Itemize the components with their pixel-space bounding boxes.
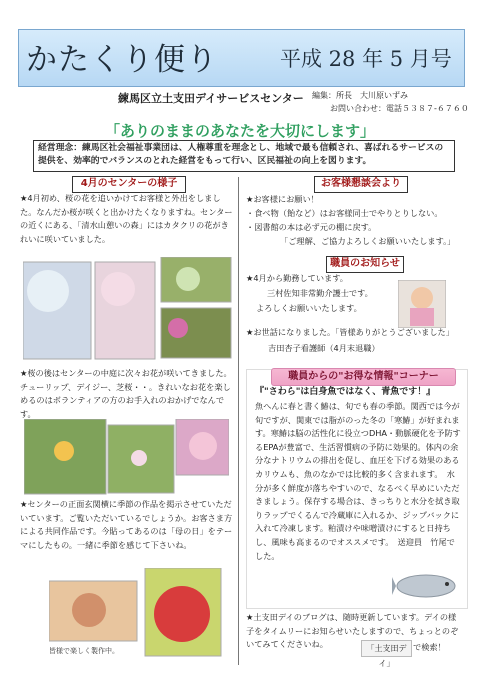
left-paragraph-1: ★4月初め、桜の花を追いかけてお客様と外出をしました。なんだか桜が咲くと出かけたくなりますね。センターの近くにある、「清水山憩いの森」にはカタクリの花がきれいに咲いていました。 xyxy=(20,193,233,244)
blog-notice: ★土支田デイのブログは、随時更新しています。デイの様子をタイムリーにお知らせいたしますので、ちょっとのぞいてみてくださいね。 xyxy=(246,612,459,650)
staff-section-title: 職員のお知らせ xyxy=(326,256,404,273)
farewell-line-2: 吉田杏子看護師（4月末退職） xyxy=(268,343,380,353)
spring-photo-collage xyxy=(23,257,233,363)
search-suffix: で検索！ xyxy=(413,642,446,652)
meeting-line-3: ・図書館の本は必ず元の棚に戻す。 xyxy=(246,222,377,232)
contact: お問い合わせ：電話５３８７-６７６０ xyxy=(330,104,469,113)
search-keyword-chip: 「土支田デイ」 xyxy=(361,640,412,657)
staff-line-1: ★4月から勤務しています。 xyxy=(246,273,348,283)
photo-caption: 皆様で楽しく製作中。 xyxy=(49,647,119,655)
meeting-line-2: ・食べ物（飴など）はお客様同士でやりとりしない。 xyxy=(246,208,443,218)
info-headline: 『"さわら"は白身魚ではなく、青魚です！』 xyxy=(255,387,436,397)
staff-line-2: 三村佐知非常勤介護士です。 xyxy=(267,288,373,298)
slogan: 「ありのままのあなたを大切にします」 xyxy=(104,122,375,140)
issue-date: 平成 28 年 5 月号 xyxy=(280,47,452,71)
left-paragraph-2: ★桜の後はセンターの中庭に次々お花が咲いてきました。チューリップ、デイジー、芝桜・・。きれいなお花を楽しめるのはボランティアの方のお手入れのおかげでなんです。 xyxy=(20,368,232,419)
editor: 編集：所長 大川原いずみ xyxy=(312,91,408,100)
center-name: 練馬区立土支田デイサービスセンター xyxy=(118,92,304,105)
farewell-line-1: ★お世話になりました。「皆様ありがとうございました」 xyxy=(246,327,454,337)
info-body: 魚へんに春と書く鰆は、旬でも春の季節。関西では今が旬ですが、関東では脂がのった冬の「寒鰆」が好まれます。寒鰆は脳の活性化に役立つDHA・動脈硬化を予防するEPAが豊富で、生活習慣病の予防に効果的。体内の余分なナトリウムの排出を促し、血圧を下げる効果のあるカリウムも、魚のなかでは比較的多く含まれます。 水分が多く鮮度が落ちやすいので、なるべく早めにいただきましょう。保存する場合は、きっちりと水分を拭き取りラップでくるんで冷蔵庫に入れるか、ジップバックに入れて冷凍します。粕漬けや味噌漬けにすると日持ちし、風味も高まるのでオススメです。 送迎員 竹尾でした。 xyxy=(255,401,461,561)
garden-photo-collage xyxy=(24,419,229,497)
page-title: かたくり便り xyxy=(26,42,218,78)
column-divider xyxy=(238,177,239,665)
left-section-title: 4月のセンターの様子 xyxy=(72,176,186,193)
meeting-line-4: 「ご理解、ご協力よろしくお願いいたします。」 xyxy=(280,236,456,246)
left-paragraph-3: ★センターの正面玄関横に季節の作品を掲示させていただいています。ご覧いただいているでしょうか。お客さま方による共同作品です。今貼ってあるのは「母の日」をテーマにしたもの。一緒に季節を感じて下さいね。 xyxy=(20,499,233,550)
info-section-banner: 職員からの"お得な情報"コーナー xyxy=(271,368,456,386)
meeting-line-1: ★お客様にお願い！ xyxy=(246,194,319,204)
staff-photo xyxy=(398,280,446,328)
philosophy-box: 経営理念：練馬区社会福祉事業団は、人権尊重を理念とし、地域で最も信頼され、喜ばれるサービスの提供を、効率的でバランスのとれた経営をもって行い、区民福祉の向上を図ります。 xyxy=(33,140,455,172)
meeting-section-title: お客様懇談会より xyxy=(314,176,408,193)
fish-illustration xyxy=(392,562,464,604)
staff-line-3: よろしくお願いいたします。 xyxy=(256,303,362,313)
